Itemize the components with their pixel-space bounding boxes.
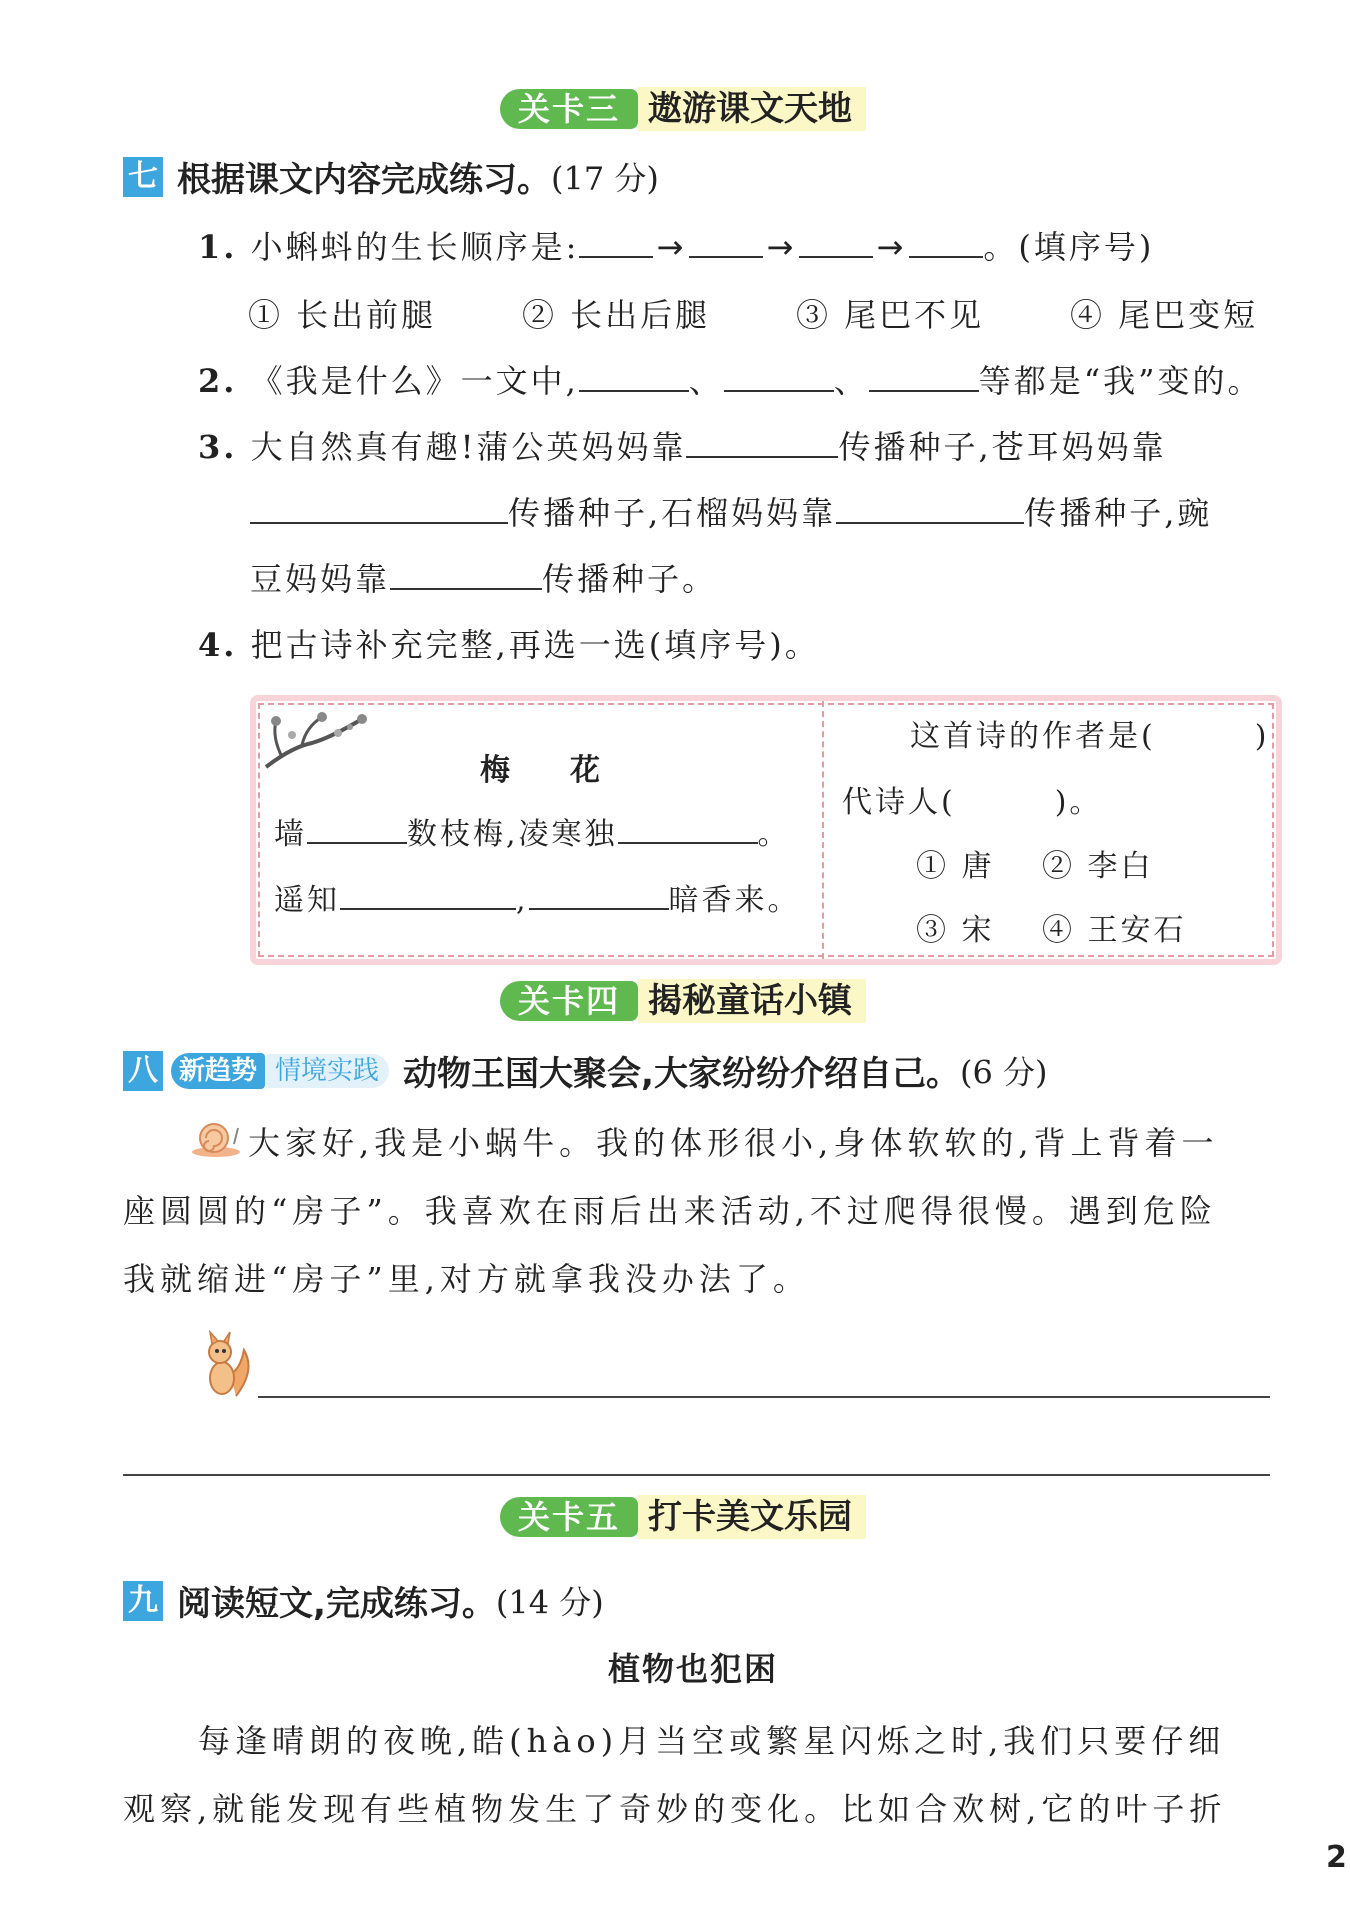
page-number: 2 — [1326, 1840, 1347, 1875]
answer-blank[interactable] — [529, 878, 669, 910]
item-text: 传播种子,豌 — [1024, 494, 1213, 532]
item-4 — [198, 620, 820, 666]
answer-blank[interactable] — [579, 226, 653, 258]
item-text: 小蝌蚪的生长顺序是: — [250, 228, 580, 266]
item-2 — [198, 356, 1263, 402]
level-tag: 关卡三 — [500, 89, 638, 129]
poem-line-2 — [274, 875, 801, 919]
poem-title: 梅 花 — [480, 753, 600, 788]
item-number: 2. — [198, 362, 238, 400]
level-tag: 关卡四 — [500, 981, 638, 1021]
item-number: 4. — [198, 626, 238, 664]
item-text: 传播种子,石榴妈妈靠 — [508, 494, 837, 532]
answer-blank[interactable] — [579, 360, 689, 392]
poem-box-divider — [822, 701, 824, 959]
level-banner-4 — [500, 978, 866, 1024]
item-text: 《我是什么》一文中, — [250, 362, 579, 400]
poem-line-1 — [274, 809, 791, 853]
question-score: (14 分) — [495, 1583, 604, 1622]
poem-choice: ① 唐 — [916, 849, 995, 884]
item-text: 把古诗补充完整,再选一选(填序号)。 — [250, 626, 820, 664]
paragraph-line: 大家好,我是小蜗牛。我的体形很小,身体软软的,背上背着一 — [248, 1124, 1219, 1162]
poem-text: 墙 — [274, 817, 307, 852]
poem-text: 遥知 — [274, 883, 340, 918]
option: ④ 尾巴变短 — [1070, 296, 1259, 334]
answer-line[interactable] — [258, 1396, 1270, 1398]
level-title: 揭秘童话小镇 — [638, 979, 866, 1023]
poem-choice: ② 李白 — [1042, 849, 1154, 884]
arrow-icon: → — [766, 228, 797, 266]
practice-badge: 情境实践 — [265, 1054, 389, 1088]
poem-box — [250, 695, 1282, 965]
answer-blank[interactable] — [799, 226, 873, 258]
item-text: 豆妈妈靠 — [250, 560, 391, 598]
question-score: (17 分) — [551, 159, 659, 198]
answer-blank[interactable] — [724, 360, 834, 392]
question-number: 九 — [123, 1581, 163, 1621]
question-7-header — [123, 152, 659, 201]
item-3-line-2 — [250, 488, 1212, 534]
poem-choice: ③ 宋 — [916, 913, 995, 948]
answer-blank[interactable] — [869, 360, 979, 392]
question-score: (6 分) — [959, 1053, 1048, 1092]
poem-text: 暗香来。 — [668, 883, 801, 918]
answer-blank[interactable] — [836, 492, 1024, 524]
level-title: 打卡美文乐园 — [638, 1495, 866, 1539]
item-3-line-1 — [198, 422, 1167, 468]
plum-blossom-icon — [262, 707, 372, 777]
poem-text: 。 — [757, 817, 791, 852]
item-number: 1. — [198, 228, 238, 266]
question-title: 根据课文内容完成练习。 — [177, 160, 551, 200]
item-number: 3. — [198, 428, 238, 466]
poem-text: , — [516, 883, 529, 918]
item-end: 。(填序号) — [983, 228, 1155, 266]
paragraph-line: 我就缩进“房子”里,对方就拿我没办法了。 — [123, 1260, 810, 1298]
answer-blank[interactable] — [340, 878, 516, 910]
item-text: 传播种子。 — [542, 560, 718, 598]
paragraph-line: 座圆圆的“房子”。我喜欢在雨后出来活动,不过爬得很慢。遇到危险 — [123, 1192, 1217, 1230]
item-text: 大自然真有趣!蒲公英妈妈靠 — [250, 428, 687, 466]
level-title: 遨游课文天地 — [638, 87, 866, 131]
question-title: 阅读短文,完成练习。 — [177, 1584, 496, 1624]
question-number: 七 — [123, 157, 163, 197]
paragraph-line: 每逢晴朗的夜晚,皓(hào)月当空或繁星闪烁之时,我们只要仔细 — [198, 1722, 1226, 1760]
option: ① 长出前腿 — [248, 296, 437, 334]
option: ② 长出后腿 — [522, 296, 711, 334]
poem-text: 数枝梅,凌寒独 — [407, 817, 618, 852]
trend-badge: 新趋势 — [171, 1053, 265, 1089]
item-3-line-3 — [250, 554, 717, 600]
answer-blank[interactable] — [250, 492, 508, 524]
answer-blank[interactable] — [307, 812, 407, 844]
answer-blank[interactable] — [689, 226, 763, 258]
answer-blank[interactable] — [618, 812, 758, 844]
answer-blank[interactable] — [390, 558, 542, 590]
level-banner-3 — [500, 86, 866, 132]
arrow-icon: → — [656, 228, 687, 266]
item-text: 等都是“我”变的。 — [978, 362, 1263, 400]
squirrel-icon — [196, 1330, 256, 1402]
question-8-header — [123, 1046, 1047, 1095]
article-title: 植物也犯困 — [608, 1650, 779, 1688]
item-text: 传播种子,苍耳妈妈靠 — [838, 428, 1167, 466]
poem-question-1: 这首诗的作者是( ) — [910, 719, 1270, 754]
poem-question-2: 代诗人( )。 — [842, 785, 1103, 820]
snail-icon — [190, 1118, 242, 1158]
question-number: 八 — [123, 1051, 163, 1091]
level-banner-5 — [500, 1494, 866, 1540]
separator: 、 — [833, 362, 869, 400]
paragraph-line: 观察,就能发现有些植物发生了奇妙的变化。比如合欢树,它的叶子折 — [123, 1790, 1227, 1828]
option: ③ 尾巴不见 — [796, 296, 985, 334]
answer-line[interactable] — [123, 1474, 1270, 1476]
poem-choice: ④ 王安石 — [1042, 913, 1187, 948]
question-title: 动物王国大聚会,大家纷纷介绍自己。 — [403, 1054, 960, 1094]
answer-blank[interactable] — [686, 426, 838, 458]
item-1 — [198, 222, 1154, 268]
level-tag: 关卡五 — [500, 1497, 638, 1537]
question-9-header — [123, 1576, 604, 1625]
separator: 、 — [688, 362, 724, 400]
answer-blank[interactable] — [909, 226, 983, 258]
arrow-icon: → — [876, 228, 907, 266]
